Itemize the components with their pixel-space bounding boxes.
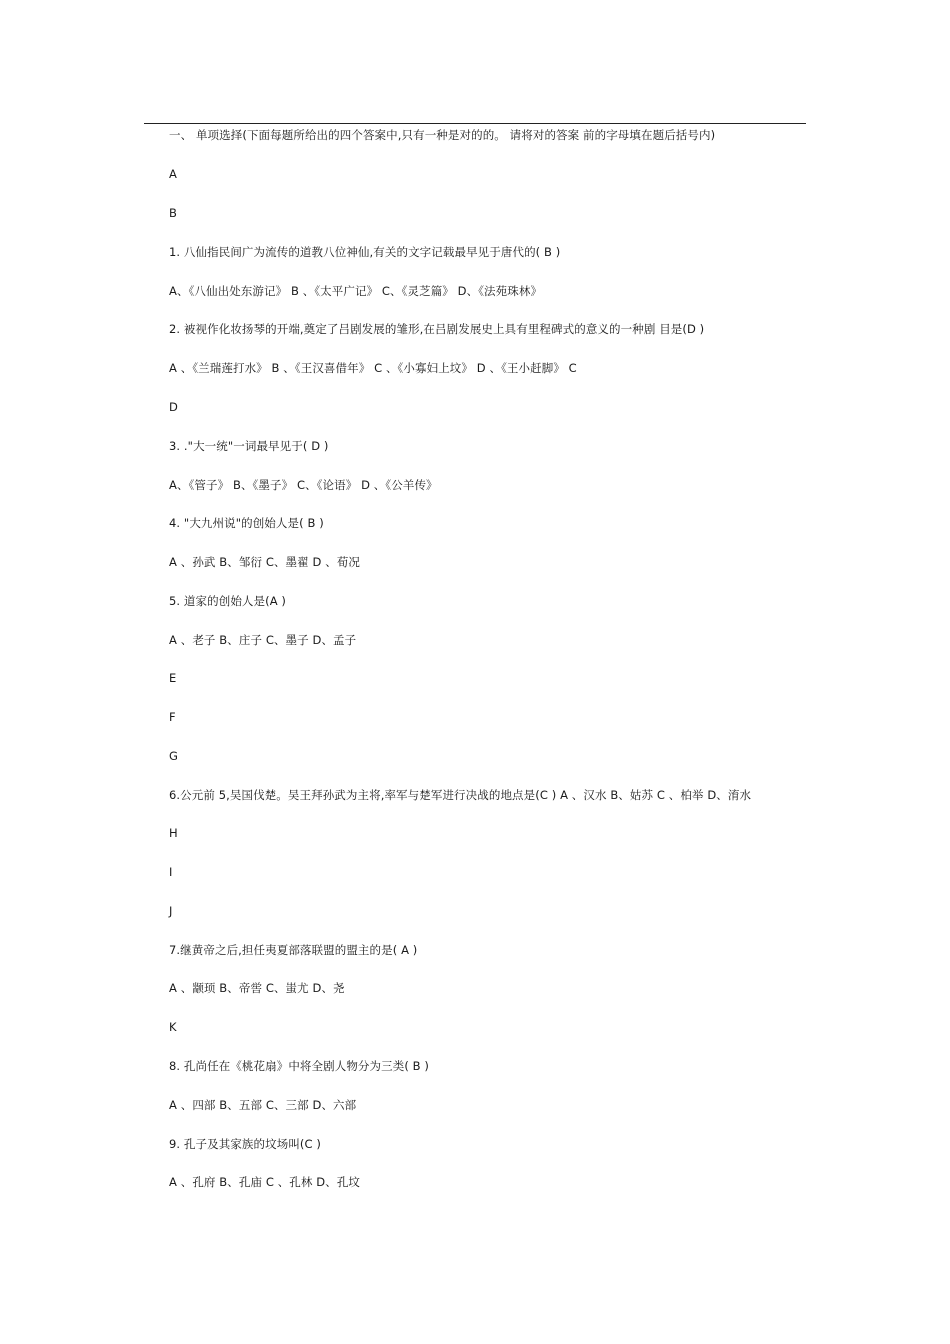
marker-line: G [169, 749, 179, 763]
question-line: 2. 被视作化妆扬琴的开端,奠定了吕剧发展的雏形,在吕剧发展史上具有里程碑式的意义的一种剧 目是(D ) [169, 322, 705, 336]
section-heading: 一、 单项选择(下面每题所给出的四个答案中,只有一种是对的的。 请将对的答案 前的字母填在题后括号内) [169, 128, 716, 142]
marker-line: D [169, 400, 178, 414]
marker-line: F [169, 710, 176, 724]
question-line: 4. "大九州说"的创始人是( B ) [169, 516, 324, 530]
question-line: 8. 孔尚任在《桃花扇》中将全剧人物分为三类( B ) [169, 1059, 429, 1073]
marker-line: I [169, 865, 173, 879]
options-line: A 、四部 B、五部 C、三部 D、六部 [169, 1098, 357, 1112]
marker-line: B [169, 206, 177, 220]
options-line: A 、老子 B、庄子 C、墨子 D、孟子 [169, 633, 357, 647]
question-line: 7.继黄帝之后,担任夷夏部落联盟的盟主的是( A ) [169, 943, 418, 957]
marker-line: A [169, 167, 177, 181]
marker-line: K [169, 1020, 177, 1034]
options-line: A、《八仙出处东游记》 B 、《太平广记》 C、《灵芝篇》 D、《法苑珠林》 [169, 284, 543, 298]
question-line: 1. 八仙指民间广为流传的道教八位神仙,有关的文字记载最早见于唐代的( B ) [169, 245, 561, 259]
question-line: 3. ."大一统"一词最早见于( D ) [169, 439, 329, 453]
options-line: A 、颛顼 B、帝喾 C、蚩尤 D、尧 [169, 981, 345, 995]
marker-line: J [169, 904, 173, 918]
header-rule [144, 123, 806, 124]
question-line: 5. 道家的创始人是(A ) [169, 594, 287, 608]
options-line: A 、《兰瑞莲打水》 B 、《王汉喜借年》 C 、《小寡妇上坟》 D 、《王小赶脚》 C [169, 361, 577, 375]
options-line: A 、孙武 B、邹衍 C、墨翟 D 、荀况 [169, 555, 361, 569]
question-line: 9. 孔子及其家族的坟场叫(C ) [169, 1137, 321, 1151]
options-line: A、《管子》 B、《墨子》 C、《论语》 D 、《公羊传》 [169, 478, 438, 492]
options-line: A 、孔府 B、孔庙 C 、孔林 D、孔坟 [169, 1175, 361, 1189]
marker-line: E [169, 671, 177, 685]
question-line: 6.公元前 5,吴国伐楚。吴王拜孙武为主将,率军与楚军进行决战的地点是(C ) A 、汉水 B、姑苏 C 、柏举 D、淯水 [169, 788, 752, 802]
marker-line: H [169, 826, 178, 840]
